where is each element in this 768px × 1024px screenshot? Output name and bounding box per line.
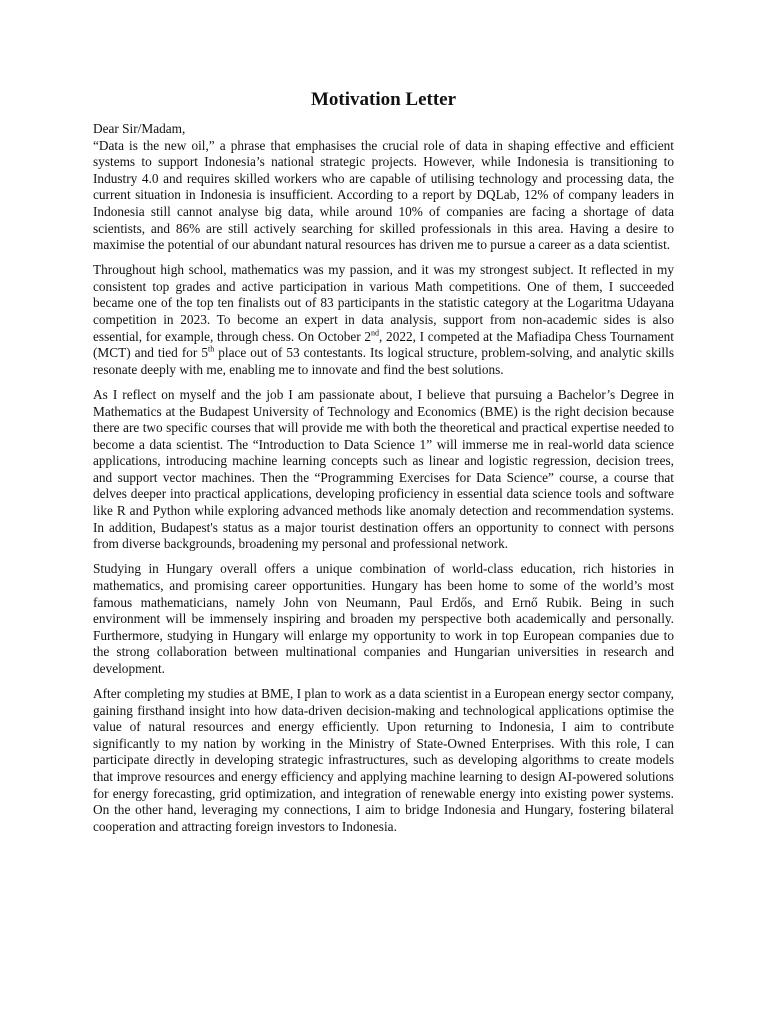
- paragraph-background-text-1: Throughout high school, mathematics was my passion, and it was my strongest subject. It reflected in my consistent top grades and active participation in various Math competitions. One of them, I succeeded became one of the top ten finalists out of 83 participants in the statistic category at the Logaritma Udayana competition in 2023. To become an expert in data analysis, support from non-academic sides is also essential, for example, through chess. On October 2: [93, 262, 674, 344]
- paragraph-hungary: Studying in Hungary overall offers a unique combination of world-class education, rich histories in mathematics, and promising career opportunities. Hungary has been home to some of the world’s most famous mathematicians, namely John von Neumann, Paul Erdős, and Ernő Rubik. Being in such environment will be immensely inspiring and broaden my perspective both academically and personally. Furthermore, studying in Hungary will enlarge my opportunity to work in top European companies due to the strong collaboration between multinational companies and Hungarian universities in research and development.: [93, 561, 674, 676]
- salutation: Dear Sir/Madam,: [93, 121, 186, 136]
- paragraph-background: [93, 262, 674, 378]
- paragraph-background-text-3: place out of 53 contestants. Its logical structure, problem-solving, and analytic skills resonate deeply with me, enabling me to innovate and find the best solutions.: [93, 345, 674, 377]
- paragraph-intro: “Data is the new oil,” a phrase that emphasises the crucial role of data in shaping effective and efficient systems to support Indonesia’s national strategic projects. However, while Indonesia is transitioning to Industry 4.0 and requires skilled workers who are capable of utilising technology and processing data, the current situation in Indonesia is insufficient. According to a report by DQLab, 12% of company leaders in Indonesia still cannot analyse big data, while around 10% of companies are facing a shortage of data scientists, and 86% are still actively searching for skilled professionals in this area. Having a desire to maximise the potential of our abundant natural resources has driven me to pursue a career as a data scientist.: [93, 137, 674, 253]
- letter-title: Motivation Letter: [310, 89, 457, 110]
- paragraph-program-choice: As I reflect on myself and the job I am passionate about, I believe that pursuing a Bachelor’s Degree in Mathematics at the Budapest University of Technology and Economics (BME) is the right decision because there are two specific courses that will provide me with both the theoretical and practical expertise needed to become a data scientist. The “Introduction to Data Science 1” will immerse me in real-world data science applications, introducing machine learning concepts such as linear and logistic regression, decision trees, and support vector machines. Then the “Programming Exercises for Data Science” course, a course that delves deeper into practical applications, developing proficiency in essential data science tools and software like R and Python while exploring advanced methods like anomaly detection and recommendation systems. In addition, Budapest's status as a major tourist destination offers an opportunity to connect with persons from diverse backgrounds, broadening my personal and professional network.: [93, 386, 674, 552]
- paragraph-future-plans: After completing my studies at BME, I plan to work as a data scientist in a European energy sector company, gaining firsthand insight into how data-driven decision-making and technological applications optimise the value of natural resources and energy efficiently. Upon returning to Indonesia, I aim to contribute significantly to my nation by working in the Ministry of State-Owned Enterprises. With this role, I can participate directly in developing strategic infrastructures, such as developing algorithms to create models that improve resources and energy efficiency and applying machine learning to design AI-powered solutions for energy forecasting, grid optimization, and integration of renewable energy into existing power systems. On the other hand, leveraging my connections, I aim to bridge Indonesia and Hungary, fostering bilateral cooperation and attracting foreign investors to Indonesia.: [93, 686, 674, 834]
- letter-page: [93, 88, 674, 844]
- ordinal-suffix-th: th: [207, 344, 215, 354]
- ordinal-suffix-nd: nd: [371, 328, 380, 338]
- paragraph-background-text-2: , 2022, I competed at the Mafiadipa Chess Tournament (MCT) and tied for 5: [93, 328, 674, 361]
